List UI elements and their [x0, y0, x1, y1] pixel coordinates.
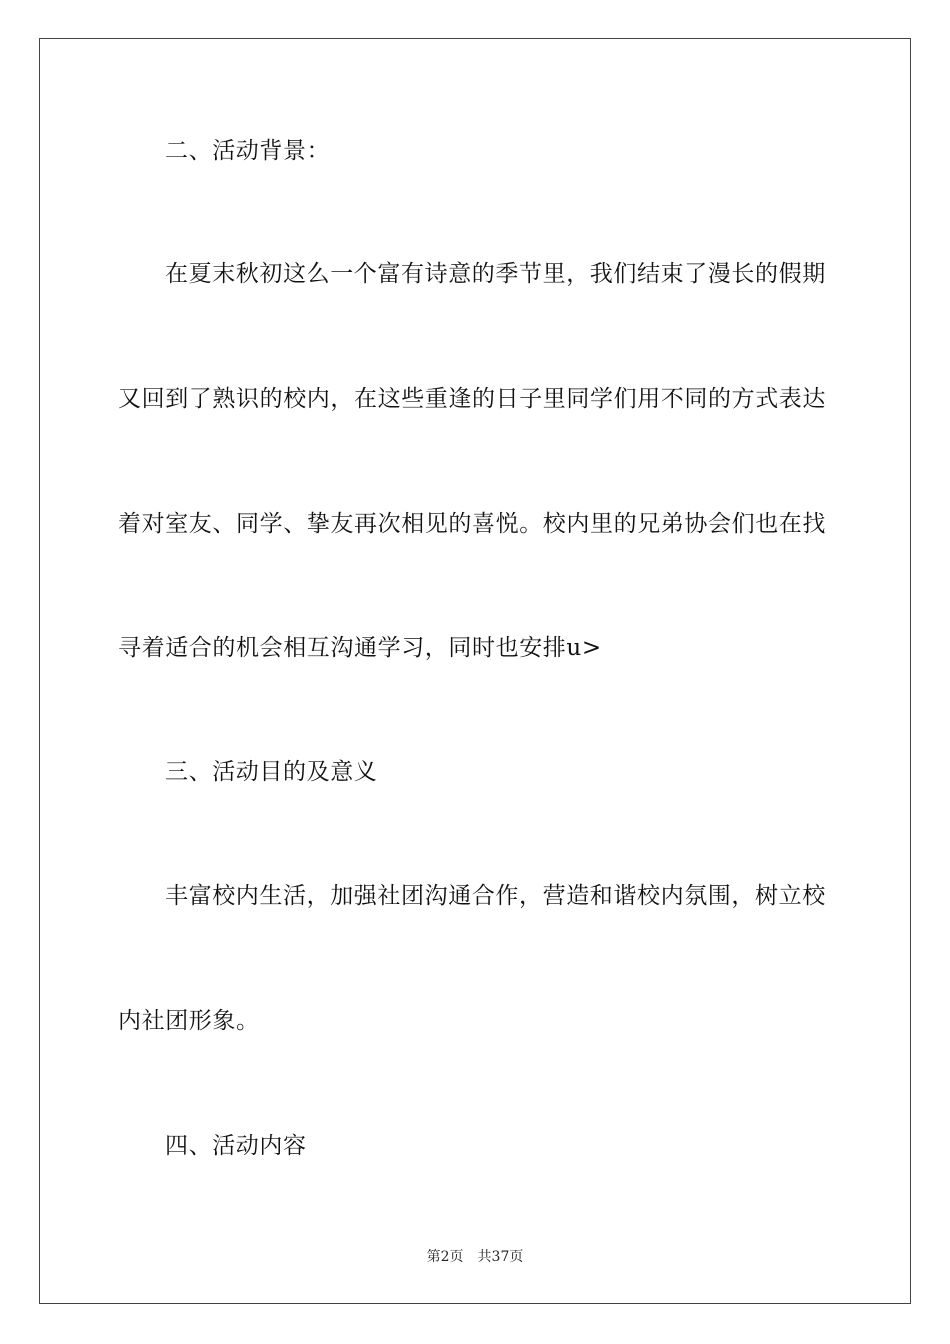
paragraph-line: 着对室友、同学、挚友再次相见的喜悦。校内里的兄弟协会们也在找 [118, 511, 826, 537]
paragraph-line: 寻着适合的机会相互沟通学习，同时也安排u> [118, 635, 602, 661]
paragraph-line: 在夏末秋初这么一个富有诗意的季节里，我们结束了漫长的假期 [165, 261, 826, 287]
page-border [39, 38, 911, 1304]
section-heading-purpose: 三、活动目的及意义 [165, 759, 378, 785]
page-number: 第2页 [426, 1249, 464, 1265]
section-heading-content: 四、活动内容 [165, 1133, 307, 1159]
paragraph-line: 又回到了熟识的校内，在这些重逢的日子里同学们用不同的方式表达 [118, 386, 826, 412]
paragraph-line: 丰富校内生活，加强社团沟通合作，营造和谐校内氛围，树立校 [165, 883, 826, 909]
paragraph-line: 内社团形象。 [118, 1008, 260, 1034]
page-total: 共37页 [477, 1249, 524, 1265]
page-footer [0, 1248, 950, 1266]
section-heading-background: 二、活动背景： [165, 138, 331, 164]
